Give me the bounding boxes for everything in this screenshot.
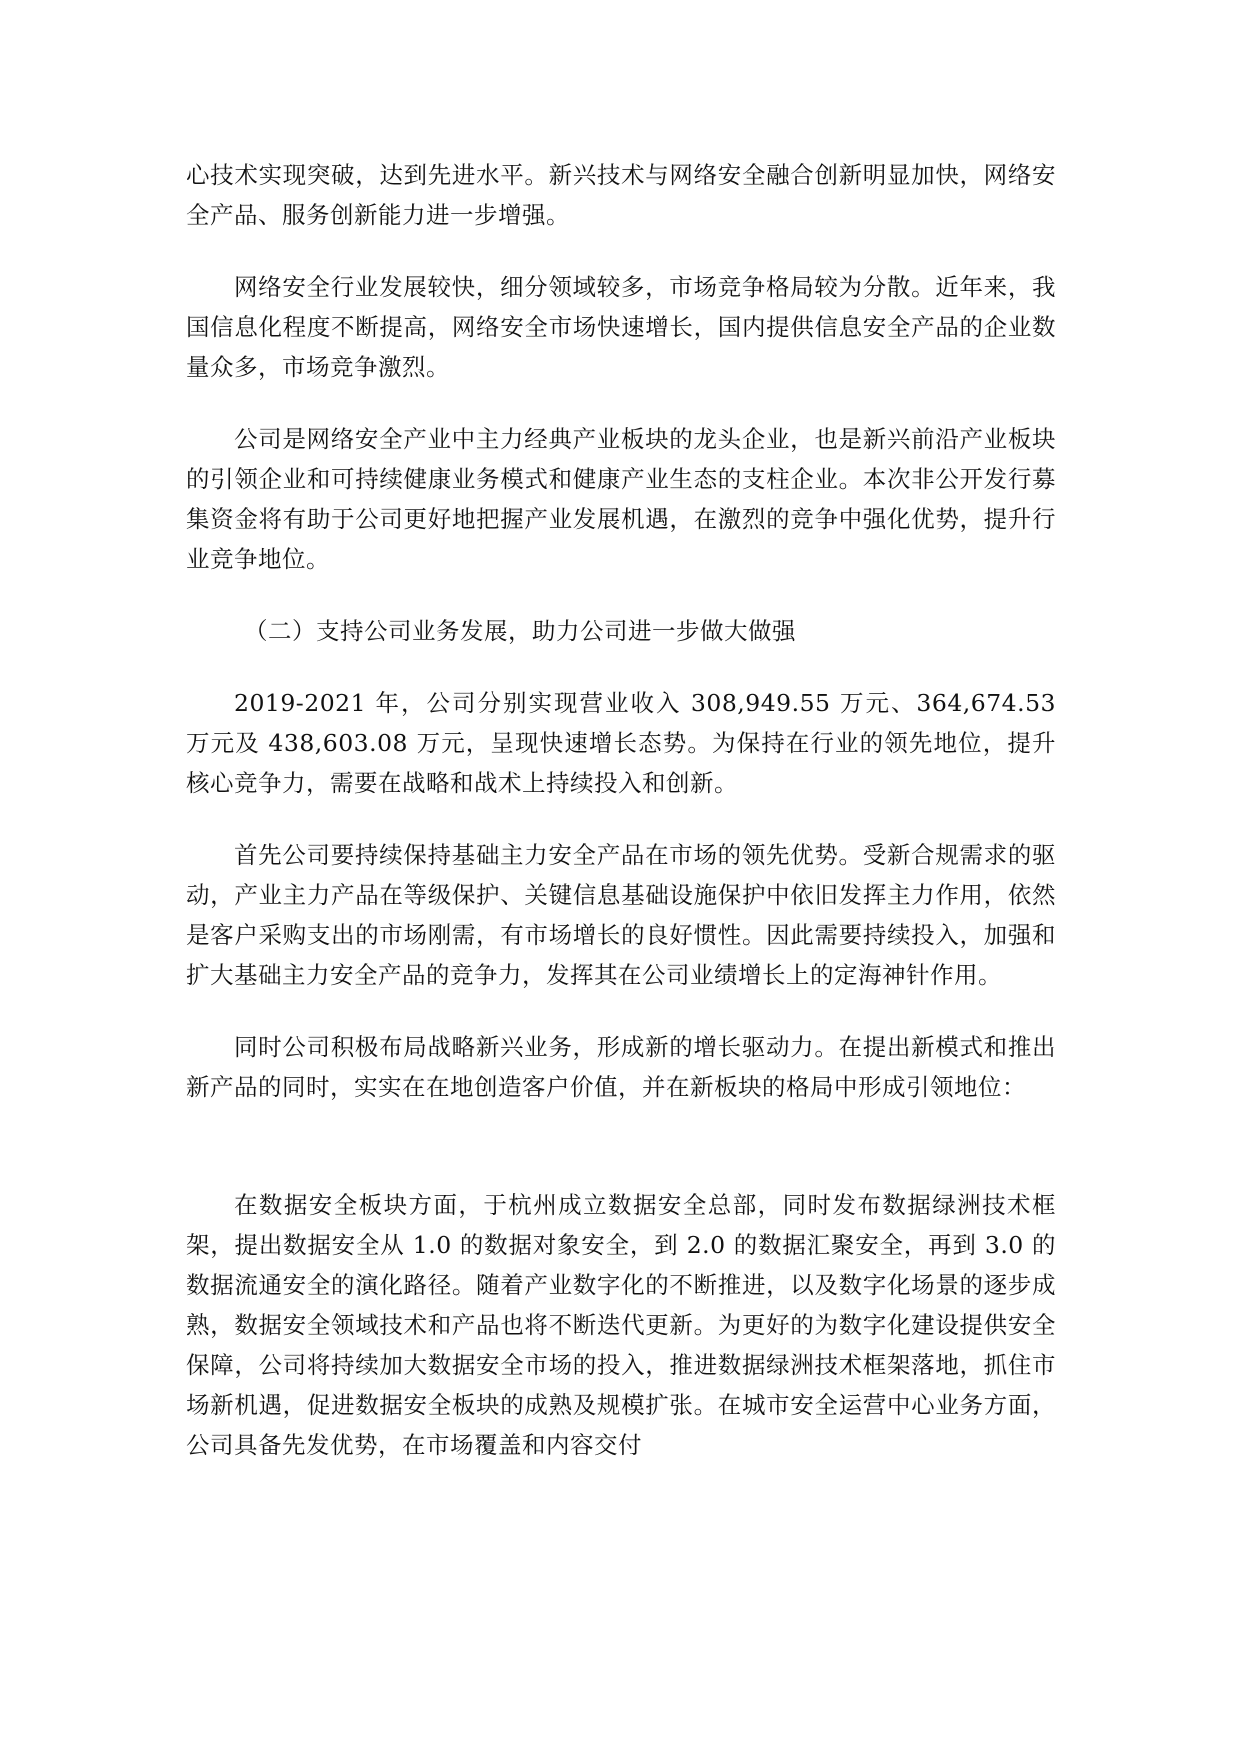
paragraph-emerging-business: 同时公司积极布局战略新兴业务，形成新的增长驱动力。在提出新模式和推出新产品的同时，实实在在地创造客户价值，并在新板块的格局中形成引领地位：: [186, 1033, 1056, 1101]
document-body: [186, 155, 1056, 1465]
paragraph-continuation: 心技术实现突破，达到先进水平。新兴技术与网络安全融合创新明显加快，网络安全产品、服务创新能力进一步增强。: [186, 161, 1056, 229]
paragraph-industry-competition: 网络安全行业发展较快，细分领域较多，市场竞争格局较为分散。近年来，我国信息化程度不断提高，网络安全市场快速增长，国内提供信息安全产品的企业数量众多，市场竞争激烈。: [186, 273, 1056, 381]
paragraph-revenue: 2019-2021 年，公司分别实现营业收入 308,949.55 万元、364,674.53 万元及 438,603.08 万元，呈现快速增长态势。为保持在行业的领先地位，提升核心竞争力，需要在战略和战术上持续投入和创新。: [186, 689, 1056, 797]
section-heading: （二）支持公司业务发展，助力公司进一步做大做强: [244, 617, 796, 645]
paragraph-data-security: 在数据安全板块方面，于杭州成立数据安全总部，同时发布数据绿洲技术框架，提出数据安全从 1.0 的数据对象安全，到 2.0 的数据汇聚安全，再到 3.0 的数据流通安全的演化路径。随着产业数字化的不断推进，以及数字化场景的逐步成熟，数据安全领域技术和产品也将不断迭代更新。为更好的为数字化建设提供安全保障，公司将持续加大数据安全市场的投入，推进数据绿洲技术框架落地，抓住市场新机遇，促进数据安全板块的成熟及规模扩张。在城市安全运营中心业务方面，公司具备先发优势，在市场覆盖和内容交付: [186, 1191, 1056, 1459]
paragraph-company-position: 公司是网络安全产业中主力经典产业板块的龙头企业，也是新兴前沿产业板块的引领企业和可持续健康业务模式和健康产业生态的支柱企业。本次非公开发行募集资金将有助于公司更好地把握产业发展机遇，在激烈的竞争中强化优势，提升行业竞争地位。: [186, 425, 1056, 573]
paragraph-core-products: 首先公司要持续保持基础主力安全产品在市场的领先优势。受新合规需求的驱动，产业主力产品在等级保护、关键信息基础设施保护中依旧发挥主力作用，依然是客户采购支出的市场刚需，有市场增长的良好惯性。因此需要持续投入，加强和扩大基础主力安全产品的竞争力，发挥其在公司业绩增长上的定海神针作用。: [186, 841, 1056, 989]
